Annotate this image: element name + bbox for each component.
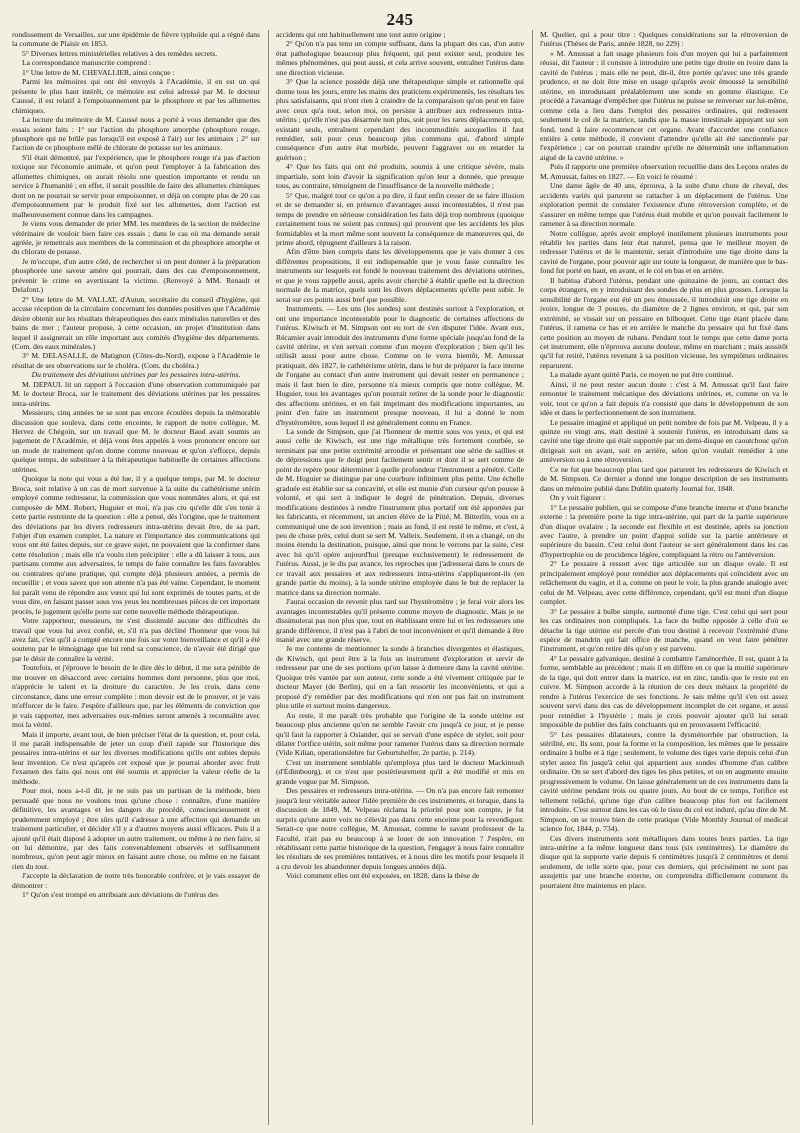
paragraph: rondissement de Versailles, sur une épidémie de fièvre typhoïde qui a régné dans la commune de Plaisir en 1853. xyxy=(12,30,260,49)
paragraph: 5° Les pessaires dilatateurs, contre la dysménorrhée par obstruction, la stérilité, etc. Ils sont, pour la forme et la composition, les mêmes que le pessaire ordinaire à bulbe et à tige ; seulement, le volume des tiges varie depuis celui d'un stylet assez fin jusqu'à celui qui appartient aux sondes d'homme d'un calibre ordinaire. On se sert d'abord des tiges les plus petites, et on en augmente ensuite progressivement le volume. On laisse généralement un de ces instruments dans la cavité utérine pendant trois ou quatre jours. Au bout de ce temps, l'orifice est tellement relâché, qu'une tige d'un calibre beaucoup plus fort est facilement introduite. C'est surtout dans les cas où le tissu du col est induré, qu'au dire de M. Simpson, on se trouve bien de cette pratique (Vide Monthly Journal of medical science for, 1844, p. 734). xyxy=(540,729,788,834)
paragraph: 4° Le pessaire galvanique, destiné à combattre l'aménorrhée. Il est, quant à la forme, semblable au précédent ; mais il en diffère en ce que la moitié supérieure de la tige, qui doit entrer dans la matrice, est en zinc, tandis que le reste est en cuivre. M. Simpson accorde à la réunion de ces deux métaux la propriété de rendre à l'utérus l'exercice de ses fonctions. Je sais même qu'il s'en est assez souvent servi dans des cas de développement incomplet de cet organe, et aussi pour remédier à l'hystérie ; mais je crois pouvoir ajouter qu'il lui serait impossible de publier des faits concluants qui en prouvassent l'efficacité. xyxy=(540,653,788,730)
paragraph: S'il était démontré, par l'expérience, que le phosphore rouge n'a pas d'action toxique sur l'économie animale, et qu'on peut l'employer à la fabrication des allumettes chimiques, on aurait résolu une question importante et rendu un service à l'humanité ; en effet, il serait possible de faire des allumettes chimiques dont on ne pourrait se servir pour empoisonner, et déjà on compte plus de 20 cas d'empoisonnement par le produit fixé sur les allumettes, dont l'action est malheureusement connue dans les campagnes. xyxy=(12,152,260,219)
paragraph: Une dame âgée de 40 ans, éprouva, à la suite d'une chute de cheval, des accidents variés qui parurent se rattacher à un déplacement de l'utérus. Une exploration permit de constater l'existence d'une rétroversion complète, et de s'assurer en même temps que l'utérus était mobile et qu'on pouvait facilement le ramener à sa direction normale. xyxy=(540,181,788,229)
paragraph: Au reste, il me paraît très probable que l'origine de la sonde utérine est beaucoup plus ancienne qu'on ne semble l'avoir cru jusqu'à ce jour, et je pense qu'il faut la rapporter à Osiander, qui se servait d'une espèce de stylet, soit pour dilater l'orifice utérin, soit même pour ramener l'utérus dans sa direction normale (Vide Kilian, operationslehre fur Geburtshelfer, 2e partie, p. 214). xyxy=(276,710,524,758)
paragraph: M. DEPAUL lit un rapport à l'occasion d'une observation communiquée par M. le docteur Broca, sur le traitement des déviations utérines par les pessaires intra-utérins. xyxy=(12,379,260,408)
paragraph: « M. Amussat a fait usage plusieurs fois d'un moyen qui lui a parfaitement réussi, dit l'auteur : il consiste à introduire une petite tige droite en ivoire dans la cavité de l'utérus ; mais elle ne peut, dit-il, être portée qu'avec une très grande prudence, et ne doit être mise en usage qu'après avoir émoussé la sensibilité utérine, en introduisant préalablement une sonde en gomme élastique. Ce procédé a l'avantage d'empêcher que l'utérus ne puisse se renverser sur lui-même, comme cela a lieu dans l'emploi des pessaires ordinaires, qui redressent seulement le col de la matrice, tandis que la masse intestinale appuyant sur son fond, tend à faire recommencer cet organe. Avant d'accorder une confiance entière à cette méthode, il convient d'attendre qu'elle ait été sanctionnée par l'expérience ; car on pourrait craindre qu'elle ne déterminât une inflammation aiguë de la cavité utérine. » xyxy=(540,48,788,162)
paragraph: 2° Qu'on n'a pas tenu un compte suffisant, dans la plupart des cas, d'un autre état pathologique beaucoup plus fréquent, qui peut exister seul, produire les mêmes phénomènes, qui peut aussi, et cela arrive souvent, entraîner l'utérus dans une direction vicieuse. xyxy=(276,39,524,77)
paragraph: La sonde de Simpson, que j'ai l'honneur de mettre sous vos yeux, et qui est aussi celle de Kiwisch, est une tige métallique très fortement courbée, se terminant par une petite extrémité arrondie et présentant une série de saillies et de dépressions que le doigt peut facilement sentir et dont il se sert comme de point de repère pour déterminer à quelle profondeur l'instrument a pénétré. Celle de M. Huguier se distingue par une courbure infiniment plus petite. Une échelle graduée est établie sur sa concavité, et elle est munie d'un curseur qu'on pousse à volonté, et qui sert à indiquer le degré de pénétration. Depuis, diverses modifications destinées à rendre l'instrument plus portatif ont été apportées par les fabricants, et récemment, un ancien élève de la Pitié, M. Bitterlin, vous en a communiqué une de son invention ; mais au fond, il est resté le même, et c'est, à peu de chose près, celui dont se sert M. Valleix. Seulement, il en a changé, on du moins étendu la destination, puisque, ainsi que nous le verrons par la suite, c'est avec lui qu'il opère aujourd'hui (presque exclusivement) le redressement de l'utérus. Aussi, je le dis par avance, les reproches que j'adresserai dans le cours de ce travail aux pessaires et aux redresseurs intra-utérins s'appliqueront-ils (en grande partie du moins), à la sonde utérine employée dans le but de replacer la matrice dans sa direction normale. xyxy=(276,427,524,597)
paragraph: Il habitua d'abord l'utérus, pendant une quinzaine de jours, au contact des corps étrangers, en y introduisant des sondes de plus en plus grosses. Lorsque la sensibilité de l'organe eut été un peu émoussée, il introduisit une tige droite en ivoire, longue de 3 pouces, du diamètre de 2 lignes environ, et qui, par son extrémité, se vissait sur un pessaire en bilboquet. Cette tige étant placée dans l'utérus, il ramena ce bas et en arrière le manche du pessaire qui fut fixé dans cette position au moyen de rubans. Pendant tout le temps que cette dame porta cet instrument, elle n'éprouva aucune douleur, même en marchant ; mais aussitôt qu'il fut retiré, l'utérus revenant à sa position vicieuse, les symptômes ordinaires reparurent. xyxy=(540,275,788,370)
paragraph: Je me contente de mentionner la sonde à branches divergentes et élastiques, de Kiwisch, qui peut être à la fois un instrument d'exploration et servir de redresseur par une de ses portions qu'on laisse à demeure dans la cavité utérine. Quoique très vantée par son auteur, cette sonde a été vivement critiquée par le docteur Mayer (de Berlin), qui en a fait ressortir les inconvénients, et qui a proposé d'y remédier par des modifications qui n'en ont pas fait un instrument plus utile et surtout moins dangereux. xyxy=(276,644,524,711)
paragraph: Afin d'être bien compris dans les développements que je vais donner à ces différentes propositions, il est indispensable que je vous fasse connaître les instruments sur lesquels est fondé le nouveau traitement des déviations utérines, et que je vous rappelle aussi, après avoir cherché à établir quelle est la direction normale de la matrice, quels sont les divers déplacements qu'elle peut subir. Je serai sur ces points aussi bref que possible. xyxy=(276,247,524,304)
column-left xyxy=(12,30,260,1125)
paragraph: Toutefois, et j'éprouve le besoin de le dire dès le début, il me sera pénible de me trouver en désaccord avec certains hommes dont personne, plus que moi, n'apprécie le talent et la droiture du caractère. Je les crois, dans cette circonstance, dans une erreur complète : mon devoir est de le prouver, et je vais m'efforcer de le faire. J'espère d'ailleurs que, par les éléments de conviction que je vais rapporter, mes adversaires eux-mêmes seront amenés à reconnaître avec moi la vérité. xyxy=(12,663,260,730)
paragraph: Ce ne fut que beaucoup plus tard que parurent les redresseurs de Kiwisch et de M. Simpson. Ce dernier a donné une longue description de ses instruments dans un mémoire publié dans Dublin quaterly Journal for, 1848. xyxy=(540,464,788,493)
paragraph: 2° Une lettre de M. VALLAT, d'Autun, secrétaire du conseil d'hygiène, qui accuse réception de la circulaire concernant les données positives que l'Académie désire obtenir sur les résultats thérapeutiques des eaux minérales naturelles et des bains de mer ; l'auteur propose, à cette occasion, un projet d'institution dans lequel il assignerait un rôle important aux comités d'hygiène des départements. (Com. des eaux minérales.) xyxy=(12,294,260,351)
paragraph: C'est un instrument semblable qu'employa plus tard le docteur Mackintosh (d'Édimbourg), et ce n'est que postérieurement qu'il a été modifié et mis en grande vogue par M. Simpson. xyxy=(276,757,524,786)
paragraph: M. Quelier, qui a pour titre : Quelques considérations sur la rétroversion de l'utérus (Thèses de Paris, année 1828, no 229) : xyxy=(540,30,788,49)
paragraph: 3° Que la science possède déjà une thérapeutique simple et rationnelle qui donne tous les jours, entre les mains des praticiens expérimentés, les résultats les plus satisfaisants, qui n'ont rien à craindre de la comparaison qu'on peut en faire avec ceux qu'a tout, selon moi, on persiste à attribuer aux redresseurs intra-utérins ; qu'elle n'est pas désarmée non plus, soit pour les rares déplacements qui, existant seuls, entraînent cependant des incommodités auxquelles il faut remédier, soit pour ceux beaucoup plus communs qui, d'abord simple conséquence d'un autre état morbide, peuvent l'aggraver ou en retarder la guérison ; xyxy=(276,77,524,162)
paragraph: 3° M. DELASALLE, de Matignon (Côtes-du-Nord), expose à l'Académie le résultat de ses observations sur le choléra. (Com. du choléra.) xyxy=(12,351,260,370)
paragraph: 3° Le pessaire à bulbe simple, surmonté d'une tige. C'est celui qui sert pour les cas ordinaires non compliqués. La face du bulbe opposée à celle d'où se détache la tige utérine est percée d'un trou destiné à recevoir l'extrémité d'une espèce de mandrin qui fait office de manche, quand on veut faire pénétrer l'instrument, et qu'on retire dès qu'on y est parvenu. xyxy=(540,606,788,654)
paragraph: Des pessaires et redresseurs intra-utérins. — On n'a pas encore fait remonter jusqu'à leur véritable auteur l'idée première de ces instruments, et lorsque, dans la discussion de 1849, M. Velpeau réclama la priorité pour son compte, je fut surpris qu'une autre voix ne s'élevât pas dans cette enceinte pour la revendiquer. Serait-ce que notre collègue, M. Amussat, comme le savant professeur de la Faculté, n'ait pas eu beaucoup à se louer de son innovation ? J'espère, en rétablissant cette partie historique de la question, l'engager à nous faire connaître les résultats de ses premières tentatives, et à nous dire les motifs pour lesquels il a cru devoir les abandonner depuis longues années déjà. xyxy=(276,786,524,871)
paragraph: 5° Diverses lettres ministérielles relatives à des remèdes secrets. xyxy=(22,48,218,58)
paragraph: Je m'occupe, d'un autre côté, de rechercher si on peut donner à la préparation phosphorée une saveur amère qui pourrait, dans des cas d'empoisonnement, prévenir le crime en avertissant la victime. (Renvoyé à MM. Renault et Delafont.) xyxy=(12,256,260,295)
section-heading: Du traitement des déviations utérines par les pessaires intra-utérins. xyxy=(31,370,241,380)
page-number: 245 xyxy=(386,10,414,29)
paragraph: Pour moi, nous a-t-il dit, je ne suis pas un partisan de la méthode, bien persuadé que nous ne voulons tous qu'une chose : connaître, d'une manière définitive, les avantages et les dangers du procédé, consciencieusement et prudemment employé ; être sûrs qu'il s'adresse à une affection qui demande un traitement particulier, et décider s'il y a d'autres moyens aussi efficaces. Puis il a ajouté qu'il était disposé à adopter un autre traitement, ou même à ne rien faire, si on lui démontre, par des faits convenablement observés et suffisamment nombreux, qu'on peut agir mieux en faisant autre chose, ou même en ne faisant rien du tout. xyxy=(12,786,260,871)
text-columns xyxy=(12,30,788,1125)
paragraph: La malade ayant quitté Paris, ce moyen ne put être continué. xyxy=(550,370,734,380)
paragraph: J'aurai occasion de revenir plus tard sur l'hystéromètre ; je ferai voir alors les avantages incontestables qu'il présente comme moyen de diagnostic. Mais je ne dissimulerai pas non plus que, tout en établissant entre lui et les redresseurs une grande différence, il n'est pas à l'abri de tout inconvénient et qu'il demande à être manié avec une grande réserve. xyxy=(276,597,524,644)
paragraph: Messieurs, cinq années ne se sont pas encore écoulées depuis la mémorable discussion que souleva, dans cette enceinte, le rapport de notre collègue, M. Hervez de Chégoin, sur un travail que M. le docteur Baud avait soumis au jugement de l'Académie, et déjà vous êtes appelés à vous prononcer encore sur un mode de traitement qu'on donne comme nouveau et qu'on s'efforce, depuis quelque temps, de substituer à la thérapeutique habituelle de certaines affections utérines. xyxy=(12,408,260,474)
paragraph: Votre rapporteur, messieurs, ne s'est dissimulé aucune des difficultés du travail que vous lui avez confié, et, s'il n'a pas décliné l'honneur que vous lui avez fait, c'est qu'il a compté encore une fois sur votre bienveillance et qu'il a été soutenu par le témoignage que lui rend sa conscience, de n'avoir été dirigé que par le désir de connaître la vérité. xyxy=(12,616,260,663)
column-middle xyxy=(268,30,524,1125)
paragraph: On y voit figurer : xyxy=(550,493,606,503)
paragraph: J'accepte la déclaration de notre très honorable confrère, et je vais essayer de démontrer : xyxy=(12,871,260,890)
paragraph: 5° Que, malgré tout ce qu'on a pu dire, il faut enfin cesser de se faire illusion et de se demander si, en présence d'avantages aussi incontestables, il n'est pas temps de prendre en sérieuse considération les faits déjà trop nombreux (quoique certainement tous ne soient pas connus) qui prouvent que les accidents les plus formidables et la mort même sont souvent la conséquence de manœuvres qui, de prime abord, répugnent d'ailleurs à la raison. xyxy=(276,190,524,247)
paragraph: Instruments. — Les uns (les sondes) sont destinés surtout à l'exploration, et ont une importance incontestable pour le diagnostic de certaines affections de l'utérus. Kiwisch et M. Simpson ont eu tort de s'en disputer l'idée. Avant eux, Récamier avait introduit des instruments d'une forme spéciale jusqu'au fond de la cavité utérine, et s'en servait comme d'un moyen d'exploration ; bien qu'il les utilisât aussi pour autre chose. Comme on le verra bientôt, M. Amussat pratiquait, dès 1827, le cathétérisme utérin, dans le but de préparer la face interne de l'organe au contact d'un autre instrument qui devait rester en permanence ; mais il faut bien le dire, personne n'a mieux compris que notre collègue, M. Huguier, tous les avantages qu'on pourrait retirer de la sonde pour le diagnostic des affections utérines, et en fait imprimant des modifications importantes, au point d'en faire un instrument presque nouveau, il lui a donné le nom d'hystéromètre, sous lequel il est généralement connu en France. xyxy=(276,304,524,427)
paragraph: 4° Que les faits qui ont été produits, soumis à une critique sévère, mais impartiale, sont loin d'avoir la signification qu'on leur a donnée, que presque tous, au contraire, témoignent de l'insuffisance de la nouvelle méthode ; xyxy=(276,162,524,191)
paragraph: Puis il rapporte une première observation recueillie dans des Leçons orales de M. Amussat, faites en 1827. — En voici le résumé : xyxy=(540,162,788,181)
column-right xyxy=(532,30,788,1125)
paragraph: 1° Une lettre de M. CHEVALLIER, ainsi conçue : xyxy=(22,67,175,77)
paragraph: accidents qui ont habituellement une tout autre origine ; xyxy=(276,30,446,39)
paragraph: Ainsi, il ne peut rester aucun doute : c'est à M. Amussat qu'il faut faire remonter le traitement mécanique des déviations utérines, et, comme on va le voir, tout ce qu'on a fait depuis n'a consisté que dans le développement de son idée et dans le perfectionnement de son instrument. xyxy=(540,379,788,418)
paragraph: Ces divers instruments sont métalliques dans toutes leurs parties. La tige intra-utérine a la même longueur dans tous (six centimètres). Le diamètre du disque qui la supporte varie depuis 6 centimètres jusqu'à 2 centimètres et demi seulement, de telle sorte que, pour ces derniers, qui précisément ne sont pas assujettis par une branche externe, on comprendra difficilement comment ils pourraient être maintenus en place. xyxy=(540,833,788,890)
paragraph: 2° Le pessaire à ressort avec tige articulée sur un disque ovale. Il est principalement employé pour remédier aux déplacements qui coïncident avec un relâchement du vagin, et il a, comme on peut le voir, la plus grande analogie avec celui de M. Velpeau, avec cette différence, cependant, qu'il est muni d'un disque complet. xyxy=(540,559,788,607)
paragraph: Parmi les mémoires qui ont été envoyés à l'Académie, il en est un qui présente le plus haut intérêt, ce mémoire est celui adressé par M. le docteur Caussé, il est relatif à l'empoisonnement par le phosphore et par les allumettes chimiques. xyxy=(12,77,260,115)
paragraph: La lecture du mémoire de M. Caussé nous a porté à vous demander que des essais soient faits : 1° sur l'action du phosphore amorphe (phosphore rouge, phosphore qui ne brûle pas lorsqu'il est exposé à l'air) sur les animaux ; 2° sur l'action de ce phosphore mêlé de chlorate de potasse sur les animaux. xyxy=(12,115,260,153)
paragraph: Mais il importe, avant tout, de bien préciser l'état de la question, et, pour cela, il me paraît indispensable de jeter un coup d'œil rapide sur l'historique des pessaires intra-utérins et sur les diverses modifications qu'ils ont subies depuis leur invention. Ce n'est qu'après cet exposé que je pourrai aborder avec fruit l'examen des faits qui nous ont été soumis et apprécier la valeur réelle de la méthode. xyxy=(12,729,260,786)
paragraph: 1° Qu'on s'est trompé en attribuant aux déviations de l'utérus des xyxy=(22,890,219,900)
paragraph: Voici comment elles ont été exposées, en 1828, dans la thèse de xyxy=(286,871,480,881)
paragraph: Je viens vous demander de prier MM. les membres de la section de médecine vétérinaire de vouloir bien faire ces essais ; dans le cas où ma demande serait agréée, je remettrais aux membres de la commission et du phosphore amorphe et du chlorate de potasse. xyxy=(12,219,260,257)
paragraph: Notre collègue, après avoir employé inutilement plusieurs instruments pour rétablir les parties dans leur état naturel, pensa que le meilleur moyen de redresser l'utérus et de le maintenir, serait d'introduire une tige droite dans la cavité de l'organe, pour pouvoir agir sur toute la longueur, de manière que le bas-fond fut porté en haut, en avant, et le col en bas et en arrière. xyxy=(540,228,788,276)
paragraph: Le pessaire imaginé et appliqué un petit nombre de fois par M. Velpeau, il y a quinze ou vingt ans, était destiné à soutenir l'utérus, en introduisant dans sa cavité une tige droite qui était supportée par un demi-disque en caoutchouc qu'on dirigeait soit en avant, soit en arrière, selon qu'on voulait remédier à une antéversion ou à une rétroversion. xyxy=(540,417,788,465)
paragraph: 1° Le pessaire publien, qui se compose d'une branche interne et d'une branche externe : la première porte la tige intra-utérine, qui part de la partie supérieure d'un disque ovalaire ; la seconde est flexible et est destinée, après sa jonction avec l'autre, à prendre un point d'appui solide sur la partie antérieure et supérieure du bassin. C'est celui dont l'auteur se sert généralement dans les cas d'hypertrophie ou de procidence légère, compliquant la rétro ou l'antéversion. xyxy=(540,502,788,559)
paragraph: Quoique la note qui vous a été lue, il y a quelque temps, par M. le docteur Broca, soit relative à un cas de mort survenue à la suite du cathétérisme utérin employé comme redresseur, la commission que vous nommâtes alors, et qui est composée de MM. Robert, Huguier et moi, n'a pas cru qu'elle dût s'en tenir à cette partie restreinte de la question : elle a pensé, dès l'origine, que le traitement des déviations par les divers redresseurs intra-utérins devait être, de sa part, l'objet d'un examen complet. La nature et l'importance des communications qui vous ont été faites depuis, sur ce grave sujet, ne pouvaient que la confirmer dans cette résolution ; mais elle n'a voulu rien précipiter : elle a dû laisser à tous, aux partisans comme aux adversaires, le temps de faire connaître les faits favorables ou contraires qu'une pratique, qui compte déjà plusieurs années, a permis de recueillir ; et vous savez que son attente n'a pas été vaine. Cependant, le moment lui paraît venu de répondre aux vœux qui lui sont exprimés de toutes parts, et de vous dire, en faisant passer sous vos yeux les nombreuses pièces de cet important procès, le jugement qu'elle porte sur cette nouvelle méthode thérapeutique. xyxy=(12,474,260,616)
paragraph: La correspondance manuscrite comprend : xyxy=(22,58,152,68)
